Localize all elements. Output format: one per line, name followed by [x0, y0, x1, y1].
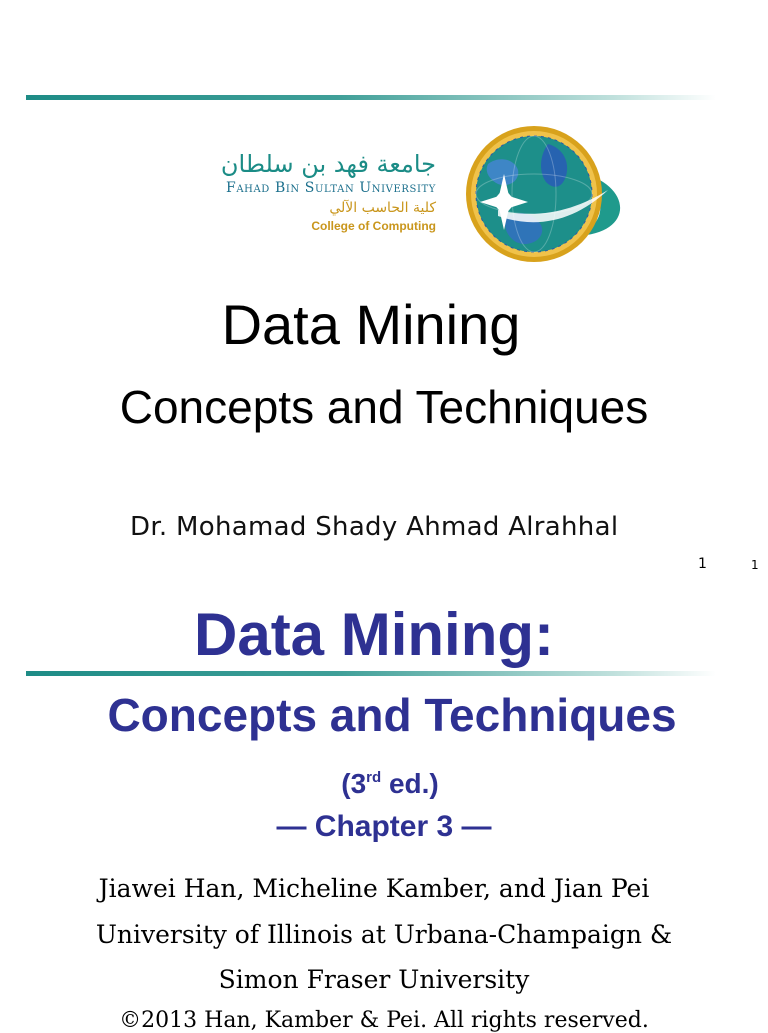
- college-name-english: College of Computing: [311, 219, 436, 233]
- affiliation-line-2: Simon Fraser University: [218, 965, 530, 994]
- edition-close: ed.): [381, 768, 439, 799]
- slide2-title: Data Mining:: [194, 601, 554, 668]
- slide1-subtitle: Concepts and Techniques: [119, 381, 649, 433]
- page-number: 1: [698, 556, 707, 572]
- slide1-author: Dr. Mohamad Shady Ahmad Alrahhal: [130, 512, 619, 542]
- top-divider-line: [26, 95, 716, 100]
- university-name-english: Fahad Bin Sultan University: [226, 180, 436, 196]
- page-number-secondary: 1: [751, 558, 759, 572]
- affiliation-line-1: University of Illinois at Urbana-Champaign &: [95, 920, 673, 949]
- book-authors: Jiawei Han, Micheline Kamber, and Jian Pei: [98, 874, 650, 903]
- edition-label: [6, 768, 768, 800]
- middle-divider-line: [26, 671, 716, 676]
- edition-superscript: rd: [366, 769, 382, 786]
- college-name-arabic: كلية الحاسب الآلي: [329, 200, 436, 216]
- copyright-notice: ©2013 Han, Kamber & Pei. All rights reserved.: [119, 1008, 649, 1033]
- chapter-label: — Chapter 3 —: [276, 810, 492, 843]
- slide2-subtitle: Concepts and Techniques: [107, 689, 677, 741]
- edition-open: (3: [341, 768, 367, 799]
- university-name-arabic: جامعة فهد بن سلطان: [220, 150, 436, 178]
- slide1-title: Data Mining: [221, 293, 521, 356]
- university-seal-logo: [458, 124, 630, 264]
